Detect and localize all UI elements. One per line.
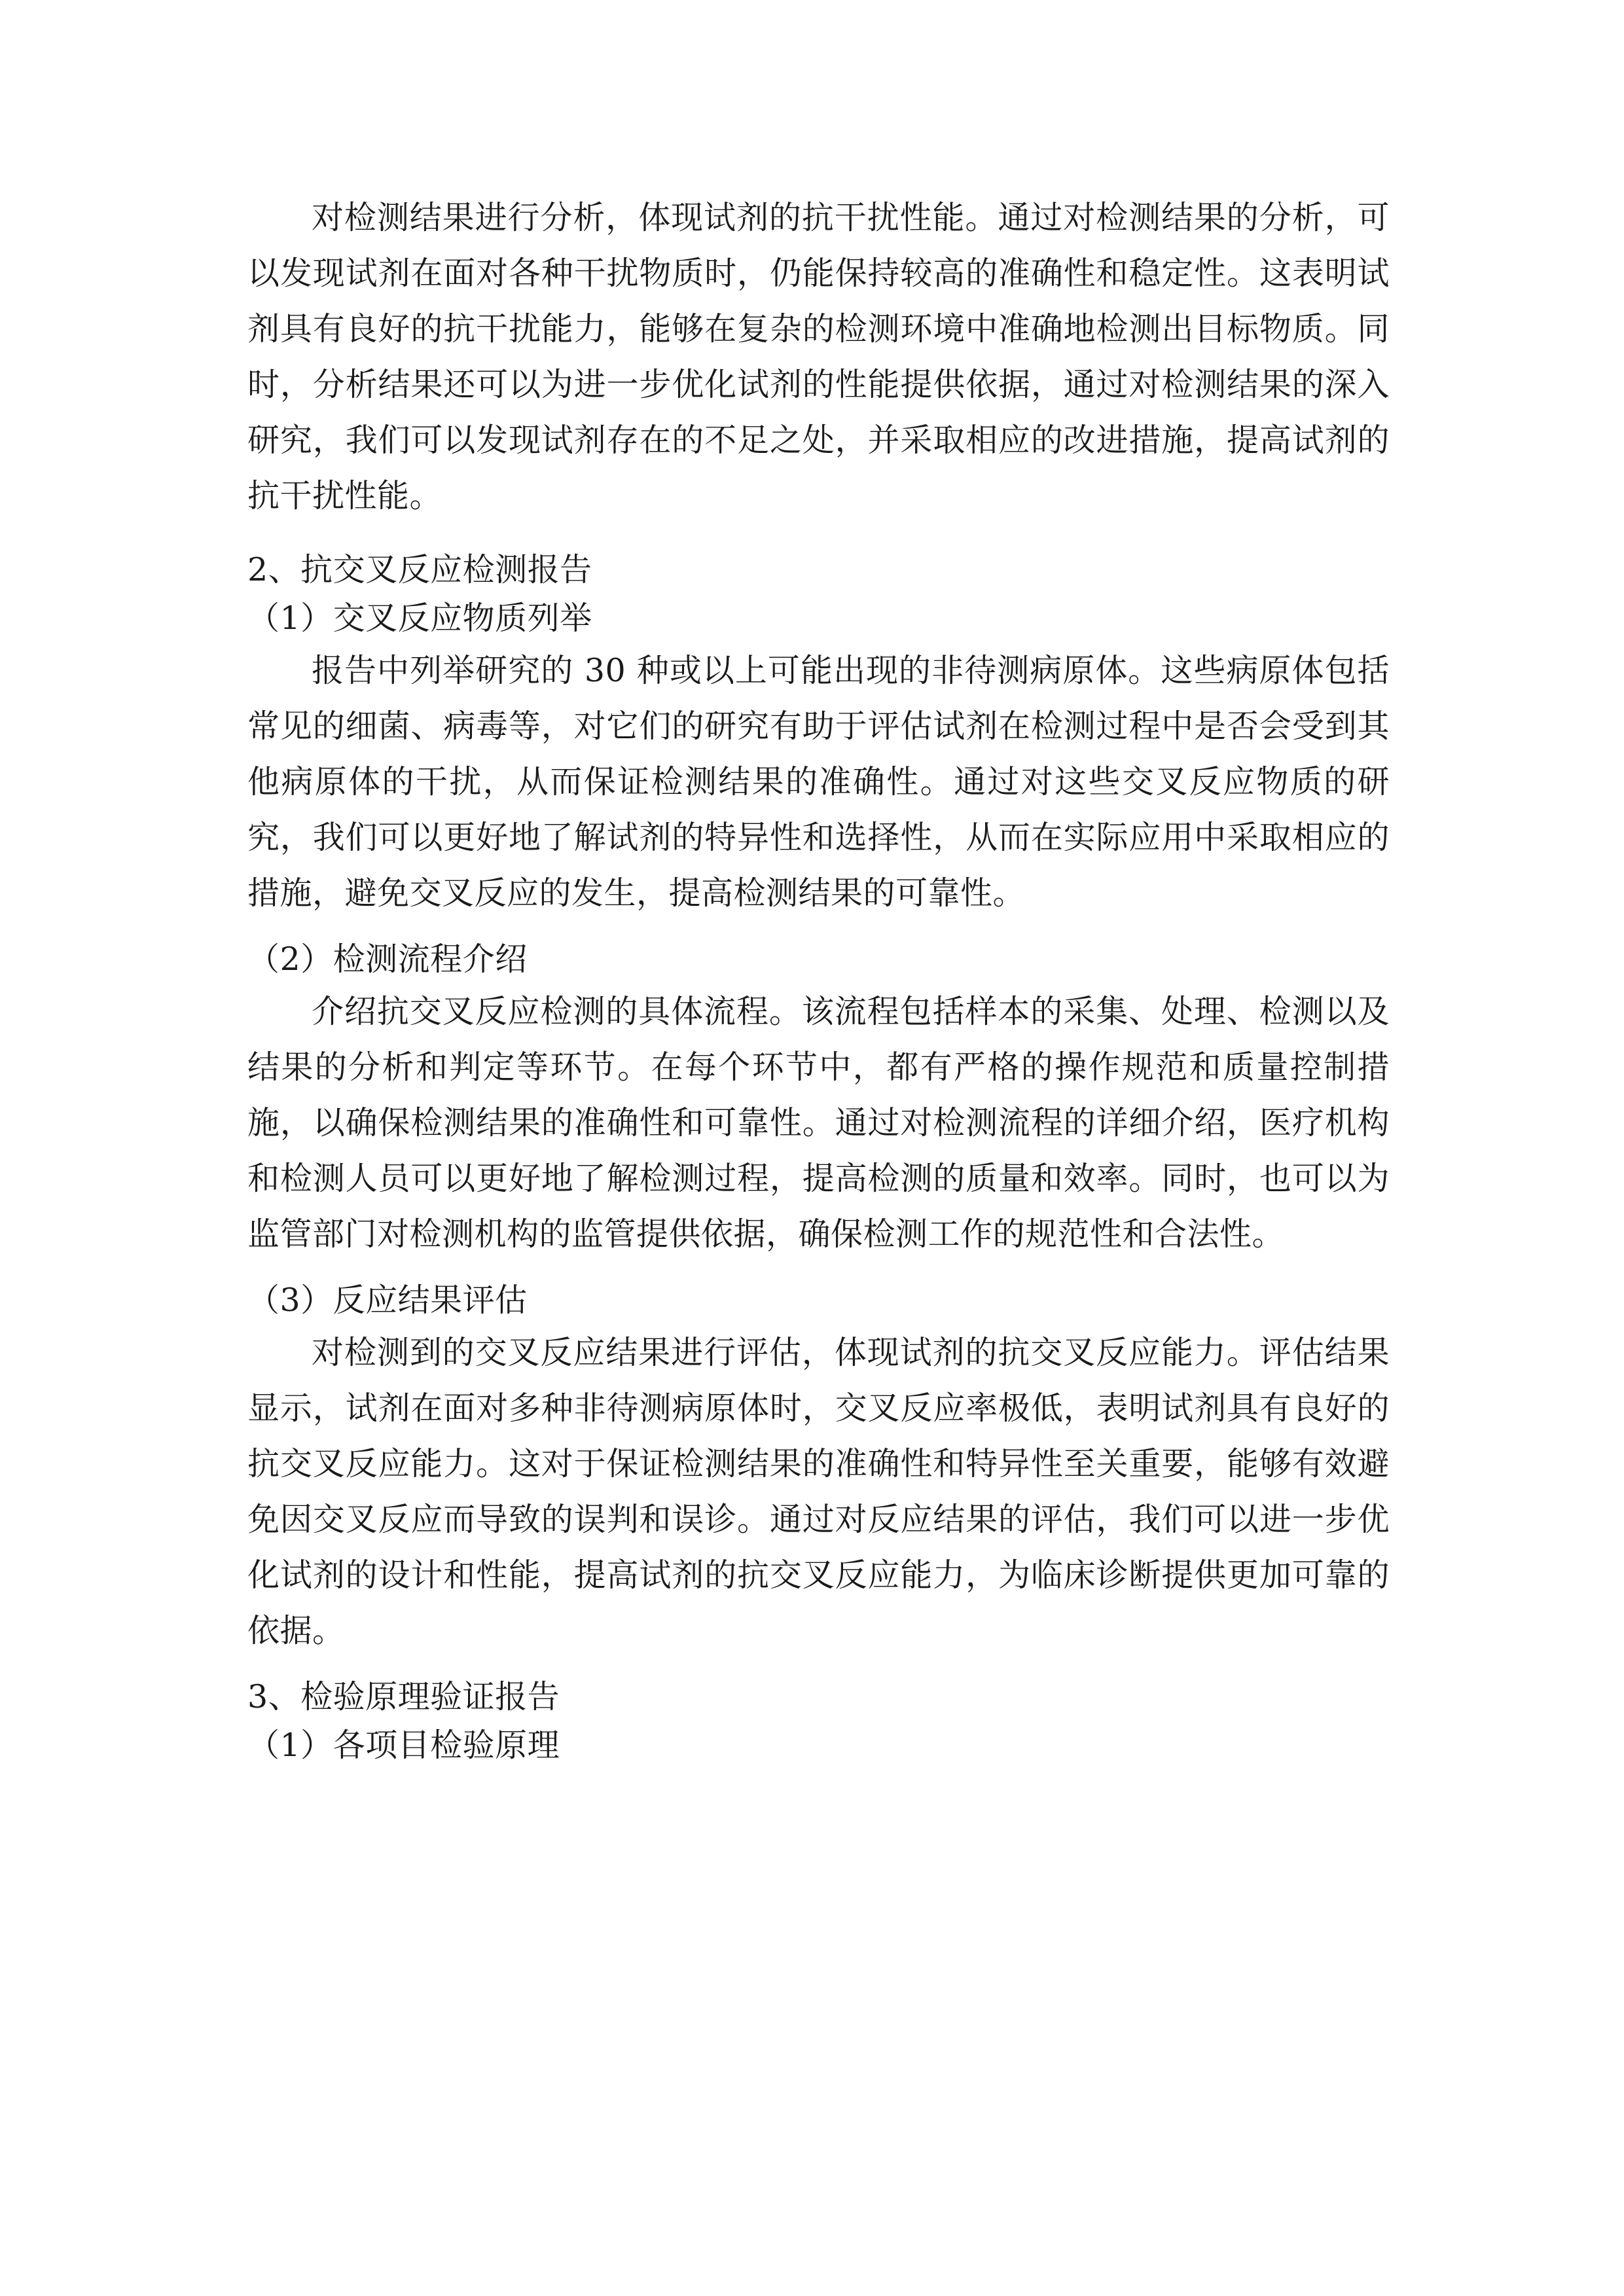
section-heading-principle-verification: 3、检验原理验证报告 [247,1678,560,1715]
subheading-cross-reaction-substances: （1）交叉反应物质列举 [247,600,592,637]
document-page [247,190,1390,1770]
paragraph-interference-analysis: 对检测结果进行分析，体现试剂的抗干扰性能。通过对检测结果的分析，可以发现试剂在面对各种干扰物质时，仍能保持较高的准确性和稳定性。这表明试剂具有良好的抗干扰能力，能够在复杂的检测环境中准确地检测出目标物质。同时，分析结果还可以为进一步优化试剂的性能提供依据，通过对检测结果的深入研究，我们可以发现试剂存在的不足之处，并采取相应的改进措施，提高试剂的抗干扰性能。 [247,199,1390,514]
subheading-detection-process: （2）检测流程介绍 [247,941,528,978]
paragraph-cross-reaction-substances: 报告中列举研究的 30 种或以上可能出现的非待测病原体。这些病原体包括常见的细菌、病毒等，对它们的研究有助于评估试剂在检测过程中是否会受到其他病原体的干扰，从而保证检测结果的准确性。通过对这些交叉反应物质的研究，我们可以更好地了解试剂的特异性和选择性，从而在实际应用中采取相应的措施，避免交叉反应的发生，提高检测结果的可靠性。 [247,652,1390,912]
subheading-test-principles: （1）各项目检验原理 [247,1727,560,1764]
paragraph-detection-process: 介绍抗交叉反应检测的具体流程。该流程包括样本的采集、处理、检测以及结果的分析和判定等环节。在每个环节中，都有严格的操作规范和质量控制措施，以确保检测结果的准确性和可靠性。通过对检测流程的详细介绍，医疗机构和检测人员可以更好地了解检测过程，提高检测的质量和效率。同时，也可以为监管部门对检测机构的监管提供依据，确保检测工作的规范性和合法性。 [247,993,1390,1253]
paragraph-reaction-evaluation: 对检测到的交叉反应结果进行评估，体现试剂的抗交叉反应能力。评估结果显示，试剂在面对多种非待测病原体时，交叉反应率极低，表明试剂具有良好的抗交叉反应能力。这对于保证检测结果的准确性和特异性至关重要，能够有效避免因交叉反应而导致的误判和误诊。通过对反应结果的评估，我们可以进一步优化试剂的设计和性能，提高试剂的抗交叉反应能力，为临床诊断提供更加可靠的依据。 [247,1334,1390,1649]
section-heading-cross-reaction-report: 2、抗交叉反应检测报告 [247,551,592,588]
subheading-reaction-evaluation: （3）反应结果评估 [247,1282,528,1319]
